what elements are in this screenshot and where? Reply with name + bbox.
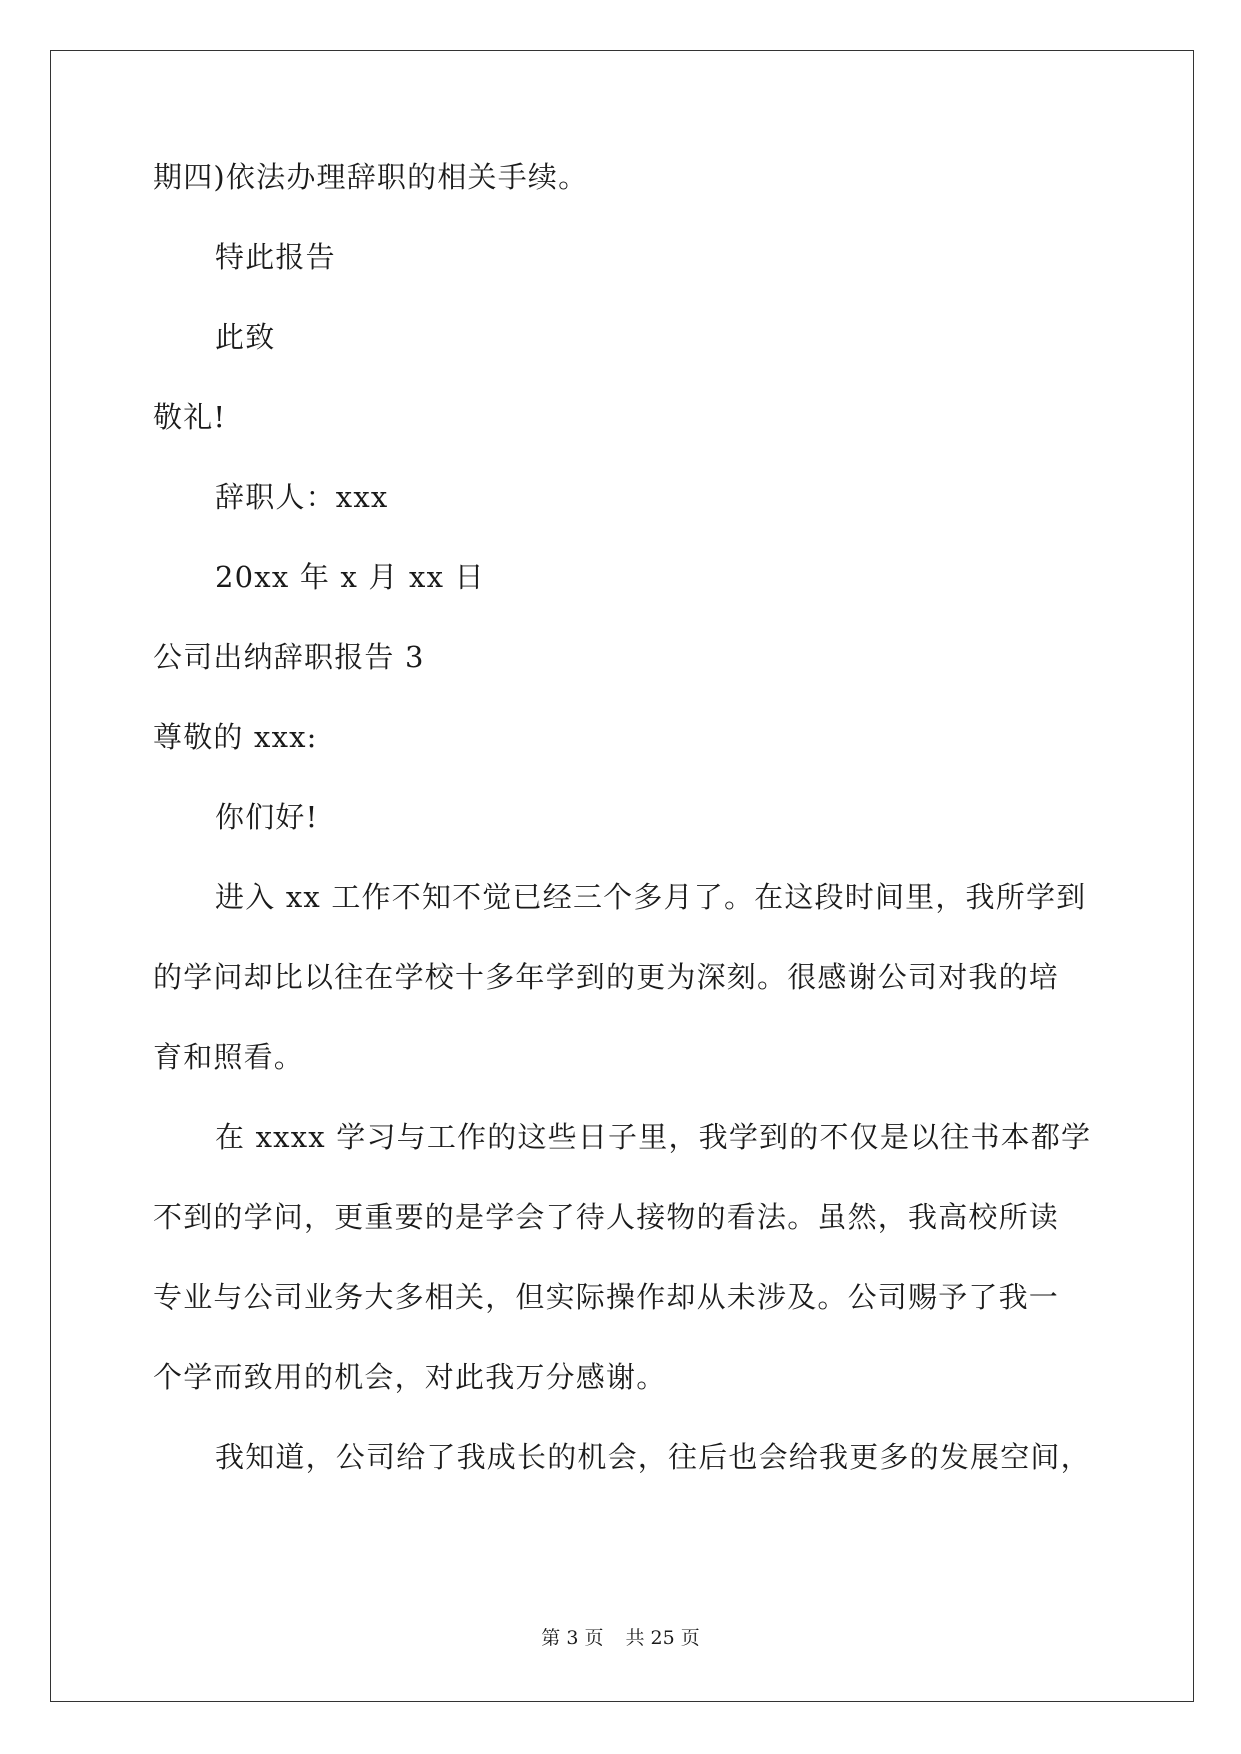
page-footer xyxy=(0,1625,1241,1651)
text-line-14: 不到的学问，更重要的是学会了待人接物的看法。虽然，我高校所读 xyxy=(153,1200,1060,1234)
text-line-15: 专业与公司业务大多相关，但实际操作却从未涉及。公司赐予了我一 xyxy=(153,1280,1060,1314)
text-line-10: 进入 xx 工作不知不觉已经三个多月了。在这段时间里，我所学到 xyxy=(215,880,1087,914)
text-line-3: 此致 xyxy=(215,320,276,354)
text-line-2: 特此报告 xyxy=(215,240,336,274)
text-line-9: 你们好! xyxy=(215,800,319,834)
section-heading: 公司出纳辞职报告 3 xyxy=(153,640,425,674)
text-line-17: 我知道，公司给了我成长的机会，往后也会给我更多的发展空间， xyxy=(215,1440,1091,1474)
text-line-4: 敬礼! xyxy=(153,400,227,434)
text-line-16: 个学而致用的机会，对此我万分感谢。 xyxy=(153,1360,667,1394)
text-line-5: 辞职人：xxx xyxy=(215,480,389,514)
text-line-8: 尊敬的 xxx: xyxy=(153,720,318,754)
text-line-1: 期四)依法办理辞职的相关手续。 xyxy=(153,160,589,194)
text-line-12: 育和照看。 xyxy=(153,1040,305,1074)
text-line-11: 的学问却比以往在学校十多年学到的更为深刻。很感谢公司对我的培 xyxy=(153,960,1060,994)
page-number: 第 3 页 xyxy=(541,1627,604,1649)
text-line-13: 在 xxxx 学习与工作的这些日子里，我学到的不仅是以往书本都学 xyxy=(215,1120,1092,1154)
page-total: 共 25 页 xyxy=(625,1627,700,1649)
text-line-6: 20xx 年 x 月 xx 日 xyxy=(215,560,485,594)
